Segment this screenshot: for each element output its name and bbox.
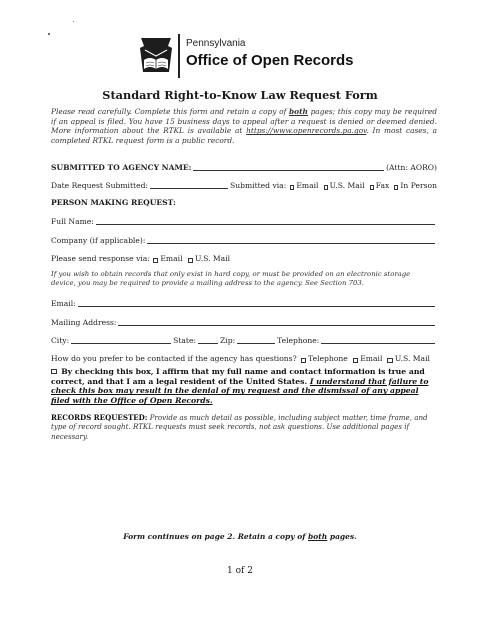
response-mail-checkbox[interactable]	[188, 258, 194, 264]
via-mail-checkbox[interactable]	[324, 185, 328, 191]
page-number: 1 of 2	[227, 566, 253, 576]
company-row	[51, 233, 437, 245]
mailing-address-field[interactable]	[118, 318, 435, 326]
contact-email-label: Email	[360, 354, 383, 363]
scan-speck	[48, 33, 50, 35]
contact-preference-question: How do you prefer to be contacted if the agency has questions?	[51, 354, 297, 363]
contact-preference-row	[51, 351, 437, 363]
contact-mail-checkbox[interactable]	[387, 358, 393, 364]
date-submitted-label: Date Request Submitted:	[51, 181, 148, 190]
zip-label: Zip:	[220, 336, 236, 345]
affirmation-checkbox[interactable]	[51, 369, 57, 375]
scan-speck	[73, 21, 74, 22]
city-field[interactable]	[71, 336, 171, 344]
contact-email-checkbox[interactable]	[353, 358, 359, 364]
via-in-person-checkbox[interactable]	[394, 185, 398, 191]
full-name-row	[51, 214, 437, 226]
contact-telephone-checkbox[interactable]	[301, 358, 307, 364]
via-email-checkbox[interactable]	[290, 185, 294, 191]
mailing-address-row	[51, 315, 437, 327]
form-title: Standard Right-to-Know Law Request Form	[102, 88, 378, 102]
org-office-name: Office of Open Records	[186, 52, 354, 69]
telephone-field[interactable]	[321, 336, 435, 344]
via-fax-checkbox[interactable]	[370, 185, 374, 191]
org-state-name: Pennsylvania	[186, 38, 246, 49]
zip-field[interactable]	[237, 336, 275, 344]
attn-label: (Attn: AORO)	[386, 163, 437, 172]
via-fax-label: Fax	[375, 181, 390, 190]
footer-text-1: Form continues on page 2. Retain a copy of	[123, 532, 309, 541]
company-field[interactable]	[147, 236, 435, 244]
agency-name-field[interactable]	[193, 163, 384, 171]
full-name-field[interactable]	[96, 217, 435, 225]
via-in-person-label: In Person	[400, 181, 437, 190]
form-continues-note	[0, 532, 480, 541]
contact-mail-label: U.S. Mail	[394, 354, 430, 363]
intro-text-3: . In most cases, a completed RTKL request form is a public record.	[51, 126, 437, 145]
contact-telephone-label: Telephone	[308, 354, 348, 363]
response-method-row	[51, 251, 437, 263]
footer-both-emphasis: both	[308, 532, 328, 541]
intro-text-1: Please read carefully. Complete this form and retain a copy of	[51, 107, 289, 116]
date-submitted-row	[51, 178, 437, 190]
agency-name-row	[51, 160, 437, 172]
response-method-label: Please send response via:	[51, 254, 150, 263]
full-name-label: Full Name:	[51, 217, 94, 226]
telephone-label: Telephone:	[277, 336, 320, 345]
response-email-checkbox[interactable]	[153, 258, 159, 264]
via-mail-label: U.S. Mail	[329, 181, 365, 190]
email-label: Email:	[51, 299, 76, 308]
person-making-request-heading: PERSON MAKING REQUEST:	[51, 198, 176, 207]
email-row	[51, 296, 437, 308]
records-requested-label: RECORDS REQUESTED:	[51, 413, 148, 422]
city-state-zip-row	[51, 333, 437, 345]
rtkl-website-link[interactable]: https://www.openrecords.pa.gov	[246, 126, 367, 136]
residency-affirmation	[51, 367, 437, 406]
intro-text-2: pages; this copy may be required if an appeal is filed. You have 15 business days to appeal after a request is denied or deemed denied. More information about the RTKL is available at	[51, 107, 437, 136]
date-submitted-field[interactable]	[150, 181, 228, 189]
company-label: Company (if applicable):	[51, 236, 146, 245]
agency-name-label: SUBMITTED TO AGENCY NAME:	[51, 163, 192, 172]
intro-both-emphasis: both	[289, 107, 308, 116]
records-requested-instructions: Provide as much detail as possible, including subject matter, time frame, and type of record sought. RTKL requests must seek records, not ask questions. Use additional pages if necessary.	[51, 413, 428, 441]
hard-copy-note: If you wish to obtain records that only exist in hard copy, or must be provided on an electronic storage device, you may be required to provide a mailing address to the agency. See Section 703.	[51, 270, 411, 287]
response-email-label: Email	[160, 254, 183, 263]
via-email-label: Email	[296, 181, 319, 190]
submitted-via-label: Submitted via:	[230, 181, 287, 190]
affirmation-warning: I understand that failure to check this box may result in the denial of my request and the dismissal of any appeal filed with the Office of Open Records.	[51, 376, 429, 406]
city-label: City:	[51, 336, 70, 345]
mailing-address-label: Mailing Address:	[51, 318, 117, 327]
agency-header	[137, 32, 367, 82]
records-requested-section	[51, 413, 437, 441]
intro-paragraph	[51, 107, 437, 145]
state-label: State:	[173, 336, 197, 345]
affirmation-text: By checking this box, I affirm that my full name and contact information is true and correct, and that I am a legal resident of the United States.	[51, 367, 425, 386]
footer-text-2: pages.	[327, 532, 357, 541]
response-mail-label: U.S. Mail	[195, 254, 231, 263]
email-field[interactable]	[78, 299, 435, 307]
header-divider	[178, 34, 180, 78]
state-field[interactable]	[198, 336, 218, 344]
keystone-book-logo-icon	[137, 36, 175, 78]
